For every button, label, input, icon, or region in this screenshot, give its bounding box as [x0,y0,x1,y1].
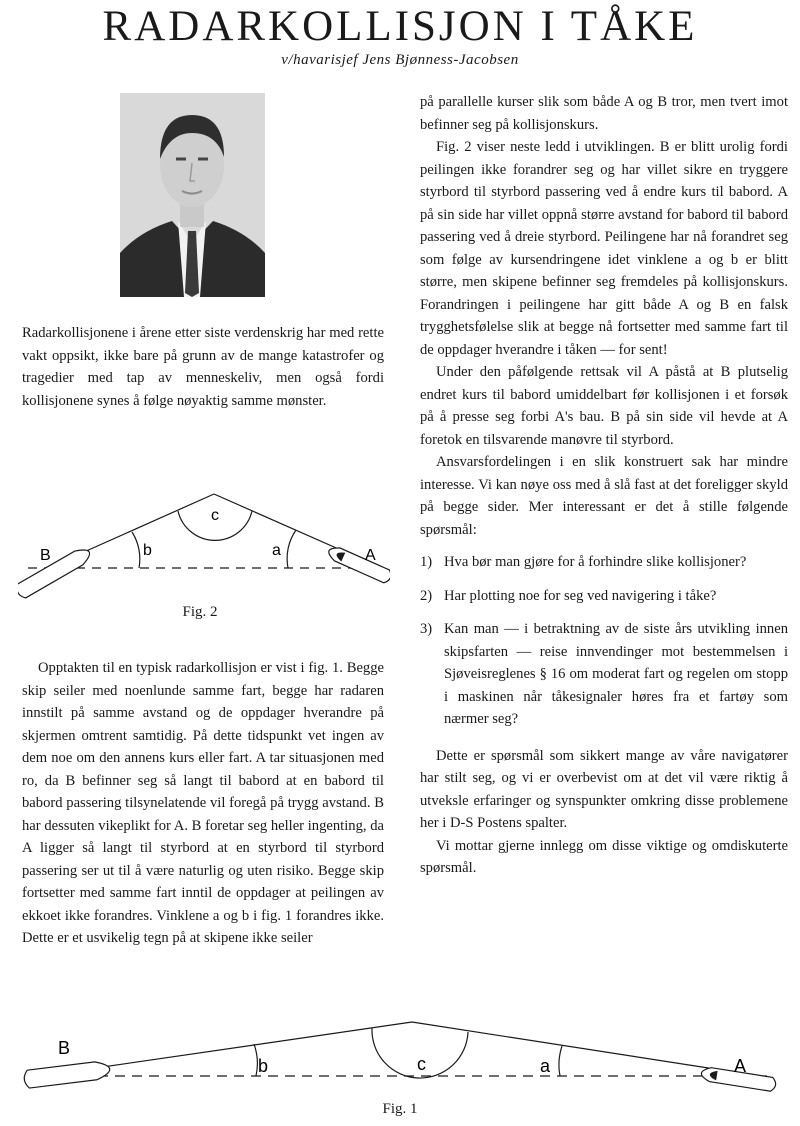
fig1-ship-b [23,1060,111,1088]
fig1-course-line-b [82,1022,412,1070]
fig2-label-angle-a: a [272,542,281,559]
question-list [420,551,788,731]
question-text: Har plotting noe for seg ved navigering i tåke? [444,587,717,604]
author-byline: v/havarisjef Jens Bjønness-Jacobsen [281,52,519,68]
fig2-ship-b [18,545,93,600]
fig1-label-ship-b: B [58,1038,71,1058]
figure-1-caption: Fig. 1 [382,1101,418,1117]
col1-paragraph: Opptakten til en typisk radarkollisjon er vist i fig. 1. Begge skip seiler med noenlunde samme fart, begge har radaren innstilt på samme avstand og de oppdager hverandre på skjermen omtrent samtidig. På dette tidspunkt vet ingen av dem noe om den annens kurs eller fart. A tar situasjonen med ro, da B befinner seg så langt til babord at en babord til babord passering tilsynelatende vil foregå på trygg avstand. B har dessuten vikeplikt for A. B foretar seg heller ingenting, da A ligger så langt til styrbord at en styrbord til styrbord passering ser ut til å være naturlig og uten risiko. Begge skip fortsetter med samme fart inntil de oppdager at peilingen av ekkoet ikke forandres. Vinklene a og b i fig. 1 forandres ikke. Dette er et usvikelig tegn på at skipene ikke seiler [22,660,384,946]
fig2-label-angle-c: c [211,507,219,524]
closing-paragraph: Vi mottar gjerne innlegg om disse viktige og omdiskuterte spørsmål. [420,837,788,876]
fig1-label-angle-a: a [540,1056,551,1076]
question-text: Kan man — i betraktning av de siste års utvikling innen skipsfarten — reise innvendinger mot bestemmelsen i Sjøveisreglenes § 16 om moderat fart og regelen om stopp i maskinen når tåkesignaler høres fra et fartøy som nærmer seg? [444,621,788,727]
fig1-label-angle-b: b [258,1056,269,1076]
fig1-course-line-a [412,1022,747,1074]
question-item [420,551,788,574]
figure-1-diagram [22,1014,782,1098]
fig2-arc-a [287,530,296,568]
fig1-label-angle-c: c [417,1054,426,1074]
col2-paragraph: Under den påfølgende rettsak vil A påstå at B plutselig endret kurs til babord umiddelbart før kollisjonen i et forsøk på å presse seg forbi A's bau. B på sin side vil hevde at A foretok en tilsvarende manøvre til styrbord. [420,364,788,448]
fig1-arc-a [559,1046,562,1076]
fig2-label-ship-b: B [40,547,51,564]
col2-paragraph: på parallelle kurser slik som både A og B tror, men tvert imot befinner seg på kollisjonskurs. [420,94,788,133]
fig1-arc-b [254,1044,257,1076]
closing-paragraph: Dette er spørsmål som sikkert mange av våre navigatører har stilt seg, og vi er overbevist om at det vil være riktig å utveksle erfaringer og synspunkter omkring disse problemene her i D-S Postens spalter. [420,747,788,831]
question-item [420,618,788,731]
figure-2-diagram [18,478,390,600]
author-portrait-photo [120,93,265,297]
figure-2-caption: Fig. 2 [182,604,218,620]
portrait-illustration [120,93,265,297]
fig2-label-ship-a: A [365,547,376,564]
right-column [420,91,788,880]
question-number: 2) [420,587,433,604]
question-number: 3) [420,621,433,637]
fig1-label-ship-a: A [734,1056,747,1076]
article-title: RADARKOLLISJON I TÅKE [102,3,698,50]
fig2-ship-a [326,544,390,584]
col2-paragraph: Fig. 2 viser neste ledd i utviklingen. B er blitt urolig fordi peilingen ikke forandrer seg og har villet sikre en tryggere styrbord til styrbord passering ved å endre kurs til babord. A på sin side har villet oppnå større avstand for babord til babord passering ved å dreie styrbord. Peilingene har nå forandret seg som følge av kursendringene idet vinklene a og b er blitt større, men skipene befinner seg fremdeles på kollisjonskurs. Forandringen i peilingene har gitt både A og B en falsk trygghetsfølelse slik at begge nå fortsetter med samme fart til de oppdager hverandre i tåken — for sent! [420,139,788,358]
intro-paragraph: Radarkollisjonene i årene etter siste verdenskrig har med rette vakt oppsikt, ikke bare på grunn av de mange katastrofer og tragedier med tap av menneskeliv, men også fordi kollisjonene synes å følge nøyaktig samme mønster. [22,325,384,409]
fig2-label-angle-b: b [143,542,152,559]
fig2-course-line-b [66,494,214,560]
question-number: 1) [420,554,433,570]
col2-paragraph: Ansvarsfordelingen i en slik konstruert sak har mindre interesse. Vi kan nøye oss med å slå fast at det foreligger skyld på begge sider. Mer interessant er det å stille følgende spørsmål: [420,454,788,538]
fig2-arc-b [132,532,140,568]
question-text: Hva bør man gjøre for å forhindre slike kollisjoner? [444,554,747,570]
question-item [420,585,788,608]
